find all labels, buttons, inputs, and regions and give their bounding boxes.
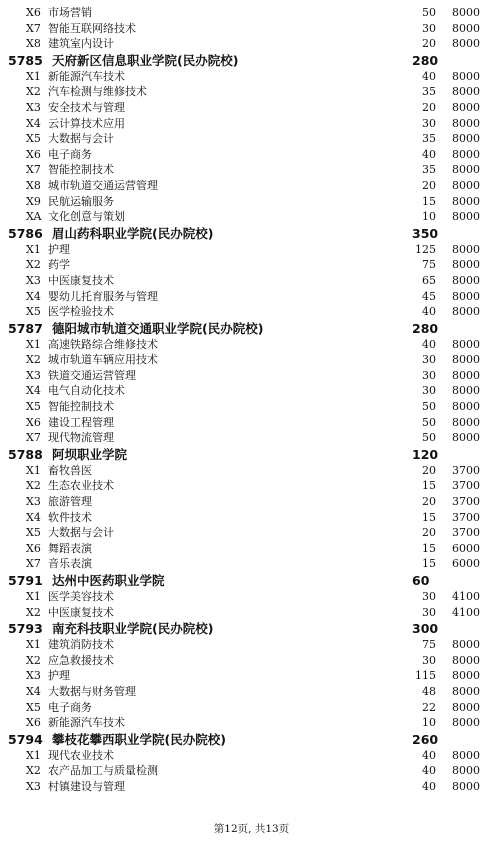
major-row xyxy=(0,194,503,210)
major-name: 智能控制技术 xyxy=(48,163,114,177)
major-plan: 30 xyxy=(422,353,436,367)
major-code: X7 xyxy=(26,21,41,35)
major-name: 旅游管理 xyxy=(48,495,92,509)
school-name: 达州中医药职业学院 xyxy=(52,573,165,588)
major-fee: 3700 xyxy=(452,526,480,540)
major-fee: 8000 xyxy=(452,415,480,429)
school-row xyxy=(0,52,503,69)
major-fee: 6000 xyxy=(452,557,480,571)
major-row xyxy=(0,162,503,178)
major-code: X3 xyxy=(26,368,41,382)
major-row xyxy=(0,69,503,85)
school-code: 5785 xyxy=(8,52,43,68)
school-code: 5791 xyxy=(8,573,43,588)
major-plan: 30 xyxy=(422,653,436,667)
major-plan: 40 xyxy=(422,147,436,161)
major-row xyxy=(0,352,503,368)
major-fee: 8000 xyxy=(452,353,480,367)
major-name: 舞蹈表演 xyxy=(48,541,92,555)
major-code: X3 xyxy=(26,273,41,287)
major-code: X5 xyxy=(26,700,41,714)
major-name: 现代农业技术 xyxy=(48,748,114,762)
major-name: 智能控制技术 xyxy=(48,400,114,414)
major-row xyxy=(0,637,503,653)
major-fee: 3700 xyxy=(452,479,480,493)
major-code: X8 xyxy=(26,178,41,192)
major-name: 新能源汽车技术 xyxy=(48,69,125,83)
major-plan: 20 xyxy=(422,526,436,540)
major-plan: 15 xyxy=(422,194,436,208)
major-name: 建筑室内设计 xyxy=(48,37,114,51)
major-plan: 40 xyxy=(422,69,436,83)
school-plan-total: 300 xyxy=(412,621,439,637)
major-row xyxy=(0,556,503,572)
school-name: 南充科技职业学院(民办院校) xyxy=(52,621,214,637)
major-fee: 8000 xyxy=(452,384,480,398)
major-name: 婴幼儿托育服务与管理 xyxy=(48,289,158,303)
school-name: 天府新区信息职业学院(民办院校) xyxy=(52,52,239,68)
major-fee: 8000 xyxy=(452,163,480,177)
major-code: X1 xyxy=(26,69,41,83)
major-fee: 8000 xyxy=(452,85,480,99)
major-name: 智能互联网络技术 xyxy=(48,21,136,35)
major-plan: 50 xyxy=(422,415,436,429)
major-plan: 40 xyxy=(422,748,436,762)
major-fee: 8000 xyxy=(452,116,480,130)
major-row xyxy=(0,510,503,526)
major-name: 音乐表演 xyxy=(48,557,92,571)
major-name: 应急救援技术 xyxy=(48,653,114,667)
major-row xyxy=(0,415,503,431)
page-footer: 第12页, 共13页 xyxy=(213,823,290,835)
major-name: 护理 xyxy=(48,242,70,256)
major-code: XA xyxy=(26,210,42,224)
major-name: 畜牧兽医 xyxy=(48,463,92,477)
school-code: 5787 xyxy=(8,320,43,336)
major-row xyxy=(0,242,503,258)
major-fee: 8000 xyxy=(452,305,480,319)
major-code: X6 xyxy=(26,415,41,429)
major-fee: 8000 xyxy=(452,368,480,382)
major-fee: 8000 xyxy=(452,100,480,114)
major-fee: 8000 xyxy=(452,132,480,146)
major-fee: 8000 xyxy=(452,69,480,83)
major-fee: 8000 xyxy=(452,700,480,714)
major-name: 电子商务 xyxy=(48,147,92,161)
school-code: 5794 xyxy=(8,731,43,747)
major-name: 生态农业技术 xyxy=(48,479,114,493)
major-fee: 8000 xyxy=(452,431,480,445)
major-plan: 40 xyxy=(422,337,436,351)
major-fee: 8000 xyxy=(452,779,480,793)
major-name: 电气自动化技术 xyxy=(48,384,125,398)
major-code: X5 xyxy=(26,526,41,540)
major-name: 建筑消防技术 xyxy=(48,638,114,652)
major-code: X1 xyxy=(26,463,41,477)
major-code: X6 xyxy=(26,6,41,19)
major-code: X7 xyxy=(26,431,41,445)
major-fee: 8000 xyxy=(452,258,480,272)
major-name: 安全技术与管理 xyxy=(48,100,125,114)
major-row xyxy=(0,653,503,669)
major-code: X5 xyxy=(26,132,41,146)
major-plan: 50 xyxy=(422,6,436,19)
major-plan: 20 xyxy=(422,495,436,509)
major-row xyxy=(0,304,503,320)
major-code: X2 xyxy=(26,85,41,99)
school-plan-total: 280 xyxy=(412,52,439,68)
school-name: 德阳城市轨道交通职业学院(民办院校) xyxy=(52,320,264,336)
major-plan: 50 xyxy=(422,400,436,414)
major-name: 电子商务 xyxy=(48,700,92,714)
major-code: X1 xyxy=(26,748,41,762)
major-plan: 15 xyxy=(422,557,436,571)
major-code: X8 xyxy=(26,37,41,51)
major-name: 大数据与会计 xyxy=(48,526,114,540)
major-plan: 65 xyxy=(422,273,436,287)
major-code: X7 xyxy=(26,163,41,177)
major-code: X3 xyxy=(26,495,41,509)
major-plan: 40 xyxy=(422,305,436,319)
major-fee: 6000 xyxy=(452,541,480,555)
major-code: X2 xyxy=(26,653,41,667)
major-plan: 15 xyxy=(422,479,436,493)
major-name: 民航运输服务 xyxy=(48,194,114,208)
major-fee: 8000 xyxy=(452,178,480,192)
school-plan-total: 350 xyxy=(412,225,439,241)
major-fee: 8000 xyxy=(452,337,480,351)
major-row xyxy=(0,605,503,621)
major-fee: 8000 xyxy=(452,210,480,224)
major-row xyxy=(0,463,503,479)
major-row xyxy=(0,494,503,510)
major-fee: 8000 xyxy=(452,273,480,287)
school-name: 阿坝职业学院 xyxy=(52,446,128,462)
major-name: 医学检验技术 xyxy=(48,305,114,319)
major-row xyxy=(0,147,503,163)
major-name: 新能源汽车技术 xyxy=(48,716,125,730)
school-row xyxy=(0,731,503,748)
major-plan: 10 xyxy=(422,210,436,224)
major-plan: 30 xyxy=(422,21,436,35)
school-name: 眉山药科职业学院(民办院校) xyxy=(52,225,214,241)
major-plan: 35 xyxy=(422,132,436,146)
major-plan: 40 xyxy=(422,779,436,793)
major-plan: 50 xyxy=(422,431,436,445)
major-code: X2 xyxy=(26,605,41,619)
enrollment-plan-table xyxy=(0,5,503,795)
major-name: 文化创意与策划 xyxy=(48,210,125,224)
major-row xyxy=(0,289,503,305)
major-plan: 15 xyxy=(422,510,436,524)
major-fee: 8000 xyxy=(452,684,480,698)
major-row xyxy=(0,5,503,21)
major-plan: 75 xyxy=(422,638,436,652)
major-name: 村镇建设与管理 xyxy=(48,779,125,793)
major-row xyxy=(0,525,503,541)
major-name: 现代物流管理 xyxy=(48,431,114,445)
major-code: X4 xyxy=(26,684,41,698)
major-fee: 8000 xyxy=(452,147,480,161)
major-fee: 8000 xyxy=(452,194,480,208)
major-fee: 3700 xyxy=(452,510,480,524)
major-name: 大数据与会计 xyxy=(48,132,114,146)
major-code: X5 xyxy=(26,305,41,319)
major-code: X3 xyxy=(26,100,41,114)
major-code: X6 xyxy=(26,716,41,730)
major-row xyxy=(0,779,503,795)
major-plan: 35 xyxy=(422,163,436,177)
major-row xyxy=(0,715,503,731)
major-fee: 4100 xyxy=(452,605,480,619)
major-plan: 30 xyxy=(422,368,436,382)
major-fee: 8000 xyxy=(452,21,480,35)
major-plan: 20 xyxy=(422,178,436,192)
major-fee: 8000 xyxy=(452,638,480,652)
major-code: X1 xyxy=(26,337,41,351)
major-code: X4 xyxy=(26,289,41,303)
major-name: 中医康复技术 xyxy=(48,605,114,619)
major-plan: 40 xyxy=(422,764,436,778)
major-code: X4 xyxy=(26,116,41,130)
major-plan: 30 xyxy=(422,116,436,130)
major-code: X1 xyxy=(26,590,41,603)
major-name: 城市轨道交通运营管理 xyxy=(48,178,158,192)
school-code: 5793 xyxy=(8,621,43,637)
major-row xyxy=(0,100,503,116)
major-name: 药学 xyxy=(48,258,70,272)
school-row xyxy=(0,225,503,242)
major-row xyxy=(0,21,503,37)
school-code: 5786 xyxy=(8,225,43,241)
major-plan: 20 xyxy=(422,463,436,477)
major-code: X1 xyxy=(26,242,41,256)
major-row xyxy=(0,748,503,764)
major-fee: 3700 xyxy=(452,463,480,477)
major-code: X5 xyxy=(26,400,41,414)
major-plan: 115 xyxy=(415,669,436,683)
major-fee: 4100 xyxy=(452,590,480,603)
major-plan: 20 xyxy=(422,100,436,114)
major-code: X2 xyxy=(26,764,41,778)
major-plan: 30 xyxy=(422,384,436,398)
major-name: 城市轨道车辆应用技术 xyxy=(48,353,158,367)
major-name: 软件技术 xyxy=(48,510,92,524)
major-name: 农产品加工与质量检测 xyxy=(48,764,158,778)
major-name: 高速铁路综合维修技术 xyxy=(48,337,158,351)
major-plan: 75 xyxy=(422,258,436,272)
major-plan: 125 xyxy=(415,242,436,256)
major-plan: 48 xyxy=(422,684,436,698)
major-row xyxy=(0,84,503,100)
major-name: 云计算技术应用 xyxy=(48,116,125,130)
school-plan-total: 280 xyxy=(412,320,439,336)
major-fee: 8000 xyxy=(452,653,480,667)
major-plan: 30 xyxy=(422,605,436,619)
major-code: X2 xyxy=(26,353,41,367)
major-plan: 35 xyxy=(422,85,436,99)
major-plan: 45 xyxy=(422,289,436,303)
major-code: X3 xyxy=(26,779,41,793)
major-name: 中医康复技术 xyxy=(48,273,114,287)
major-fee: 8000 xyxy=(452,289,480,303)
major-name: 医学美容技术 xyxy=(48,590,114,603)
major-code: X1 xyxy=(26,638,41,652)
major-code: X7 xyxy=(26,557,41,571)
school-row xyxy=(0,620,503,637)
major-code: X4 xyxy=(26,510,41,524)
major-fee: 8000 xyxy=(452,748,480,762)
major-row xyxy=(0,668,503,684)
major-row xyxy=(0,684,503,700)
major-row xyxy=(0,589,503,605)
major-fee: 8000 xyxy=(452,400,480,414)
major-fee: 3700 xyxy=(452,495,480,509)
major-plan: 22 xyxy=(422,700,436,714)
major-plan: 15 xyxy=(422,541,436,555)
major-row xyxy=(0,700,503,716)
major-fee: 8000 xyxy=(452,716,480,730)
major-code: X2 xyxy=(26,479,41,493)
major-name: 市场营销 xyxy=(48,6,92,19)
major-row xyxy=(0,36,503,52)
school-code: 5788 xyxy=(8,446,43,462)
major-name: 护理 xyxy=(48,669,70,683)
major-row xyxy=(0,337,503,353)
major-row xyxy=(0,273,503,289)
major-row xyxy=(0,478,503,494)
major-name: 铁道交通运营管理 xyxy=(48,368,136,382)
major-code: X3 xyxy=(26,669,41,683)
major-plan: 10 xyxy=(422,716,436,730)
school-plan-total: 60 xyxy=(412,573,430,588)
major-row xyxy=(0,541,503,557)
major-name: 大数据与财务管理 xyxy=(48,684,136,698)
major-code: X6 xyxy=(26,541,41,555)
major-row xyxy=(0,116,503,132)
major-name: 汽车检测与维修技术 xyxy=(48,85,147,99)
major-fee: 8000 xyxy=(452,764,480,778)
major-code: X4 xyxy=(26,384,41,398)
major-row xyxy=(0,178,503,194)
major-row xyxy=(0,383,503,399)
major-code: X2 xyxy=(26,258,41,272)
school-row xyxy=(0,446,503,463)
major-fee: 8000 xyxy=(452,669,480,683)
major-code: X6 xyxy=(26,147,41,161)
school-plan-total: 260 xyxy=(412,731,439,747)
school-plan-total: 120 xyxy=(412,446,439,462)
major-row xyxy=(0,209,503,225)
major-row xyxy=(0,763,503,779)
major-row xyxy=(0,368,503,384)
school-row xyxy=(0,572,503,589)
major-plan: 30 xyxy=(422,590,436,603)
major-fee: 8000 xyxy=(452,37,480,51)
major-name: 建设工程管理 xyxy=(48,415,114,429)
major-row xyxy=(0,131,503,147)
school-name: 攀枝花攀西职业学院(民办院校) xyxy=(52,731,226,747)
major-row xyxy=(0,399,503,415)
major-row xyxy=(0,430,503,446)
school-row xyxy=(0,320,503,337)
major-row xyxy=(0,257,503,273)
major-fee: 8000 xyxy=(452,6,480,19)
major-fee: 8000 xyxy=(452,242,480,256)
major-code: X9 xyxy=(26,194,41,208)
major-plan: 20 xyxy=(422,37,436,51)
